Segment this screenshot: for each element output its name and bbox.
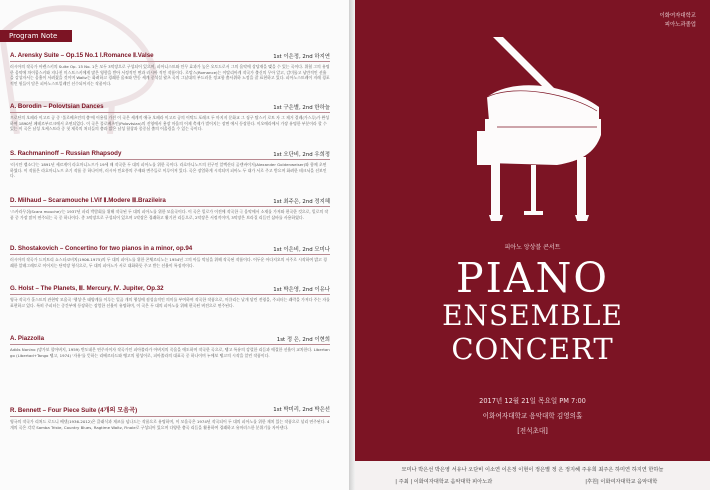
program-item — [10, 245, 330, 268]
piece-title: D. Shostakovich – Concertino for two pianos in a minor, op.94 — [10, 245, 193, 252]
program-item — [10, 52, 330, 87]
piece-title: S. Rachmaninoff – Russian Rhapsody — [10, 150, 122, 157]
piece-description: '스카라무쉬(Scara mouche)'는 1937년 파리 박람회를 위해 작곡된 두 대의 피아노를 위한 모음곡이다. 이 곡은 밀로가 이전에 작곡한 극 음악에서 소재를 가져와 편곡한 것으로, 밀로의 작품 중 가장 많이 연주되는 곡 중 하나이다. 총 3악장으로 구성되어 있으며 1악장은 경쾌하고 활기찬 리듬으로, 2악장은 서정적이며, 3악장은 브라질 리듬인 삼바를 사용하였다. — [10, 209, 329, 220]
sponsor-support: |후원| 이화여자대학교 음악대학 — [585, 479, 658, 485]
program-item — [10, 405, 330, 430]
piece-description: 러시아의 작곡가 드미트리 쇼스타코비치(1906-1975)의 두 대의 피아노를 위한 콘체르티노는 1954년 그의 아들 막심을 위해 작곡된 작품이다. 어두운 아다지오의 서주로 시작하여 밝고 경쾌한 알레그레토로 이어지는 단악장 형식으로, 두 대의 피아노가 서로 대화하듯 주고 받는 선율이 특징적이다. — [10, 257, 327, 268]
performers: 1st 이은비, 2nd 모미나 — [273, 247, 330, 253]
divider — [10, 206, 330, 207]
concert-subtitle: 피아노 앙상블 콘서트 — [504, 244, 561, 251]
piece-description: 프로딘의 오페라 이고르 공 중 '폴로베츠인의 춤'에 이용될 가진 이 곡은 세계적 애국 오페라 이고르 공의 이탁드 포레크 두 마지지 문화교 그 징구 탑스키 로트 자 그 제거 결레(가스루)가 완성하여 1890년 페테르부르크에서 초연되었다. 이 곡은 폴로베츠인(Polovtsian)의 진영에서 용장 마음의 어제 축제가 벌어지는 장면 에서 등장한다. 이오에라에서 가장 유명한 부분이라 할 수 있는 이 곡은 남성 오케스트라 중 첫 제목의 처녀들의 춤과 밝은 남성 합창과 종중심 춤의 어울림을 수 있는 곡이다. — [10, 115, 330, 132]
piece-description: Adiós Nonino (망가보 할아버지, 1959) 반도네온 연주자이자 작곡가인 피아졸라가 아버지의 죽음을 애도하며 작곡한 곡으로, 탱고 특유의 강렬한 리듬과 애절한 선율이 교차한다. Libertango (Libertad+Tango 탱고, 1974) '자유'를 뜻하는 리베르타드와 탱고의 합성어로, 피아졸라의 대표곡 중 하나이며 누에보 탱고의 시작을 알린 작품이다. — [10, 347, 330, 358]
divider — [10, 416, 330, 417]
piece-description: 영국 작곡가 홀스트의 관현악 모음곡 '행성'은 태양계를 이루는 일곱 개의 행성에 점성술적인 의미를 부여하여 작곡한 작품으로, 머큐리는 날개 달린 전령을, 주피터는 쾌락을 가져다 주는 자를 표현하고 있다. 특히 주피터는 중간부에 등장하는 장엄한 선율이 유명하며, 이 곡은 두 대의 피아노를 위해 편곡된 버전으로 연주된다. — [10, 297, 330, 308]
piece-description: '러시안 랩소디'는 1891년 세르게이 라흐마니노프가 19세 때 작곡한 두 대의 피아노를 위한 곡이다. 라흐마니노프의 친구인 알렉산더 골덴바이저(Alexander Goldenweiser)와 함께 초연하였다. 이 작품은 라흐마니노프 초기 작품 중 하나이며, 러시아 민요풍의 주제와 변주들로 이루어져 있다. 곡은 장엄하게 시작되며 피아노 두 대가 서로 주고 받으며 화려한 테크닉을 선보인다. — [10, 162, 327, 179]
university-name: 이화여자대학교 — [659, 13, 696, 19]
program-item — [10, 285, 330, 308]
divider — [10, 61, 330, 62]
university-label — [660, 12, 696, 30]
program-note-tag: Program Note — [0, 30, 72, 42]
divider — [10, 112, 330, 113]
piece-title: A. Borodin – Polovtsian Dances — [10, 103, 104, 110]
piece-description: 영국의 작곡가 리처드 로드니 베넷(1936-2012)은 클래식과 재즈를 넘나드는 작품으로 유명하며, 이 모음곡은 1974년 작곡되어 두 대의 피아노를 위한 재치 있는 작품으로 널리 연주된다. 4개의 곡은 각각 Samba Triste, Country Blues, Ragtime Waltz, Finale로 구성되어 있으며 다양한 춤곡 리듬을 활용하여 경쾌하고 유머러스한 분위기를 자아낸다. — [10, 419, 330, 430]
divider — [10, 294, 330, 295]
department-name: 피아노과졸업 — [664, 22, 696, 28]
divider — [10, 254, 330, 255]
program-item — [10, 103, 330, 132]
concert-date: 2017년 12월 21일 목요일 PM 7:00 — [479, 397, 586, 405]
grand-piano-icon — [477, 35, 607, 235]
divider — [10, 344, 330, 345]
performers: 1st 박미리, 2nd 박은선 — [273, 407, 330, 413]
performer-list: 모미나 박은선 박은영 서유나 오단비 이소연 이은정 이현이 정은별 정 은 정지혜 주유희 최주은 하미연 하지연 한하늘 — [401, 467, 664, 473]
performers: 1st 구은별, 2nd 한하늘 — [273, 105, 330, 111]
performers: 1st 최주은, 2nd 정지혜 — [273, 199, 330, 205]
title-line-piano: PIANO — [456, 254, 609, 302]
piece-description: 러시아의 작곡가 아렌스키의 Suite Op. 15 No. 1은 모두 3악장으로 구성되어 있으며, 피아니스트와 안무 효과가 높은 오토드로서 그의 음악에 상당재을 맺을 수 있는 곡이다. 위협 그의 유명한 음악에 차이콥스키와 지나친 미스트스키에게 많은 영향을 받아 서정적인 면과 러시아 적인 작품이다. 로망스(Romance)는 이탈리아계 작곡가 출신의 무아 알고, 감미롭고 낭만적인 선율을 감상자서는 음흉이 서려졌을 것이며 Waltz는 화려하고 경쾌한 음조와 반동 세계 중석설 왈츠 곡의 그날대의 부드러운 정교함 춤사위하 느낌을 잘 표현하고 있다. 피아노스트레이 지레 경포적인 원들이 담은 피아노스트일레인 선수되어지는 작품이다. — [10, 64, 330, 87]
concert-venue: 이화여자대학교 음악대학 김영의홀 — [482, 412, 583, 420]
title-line-concert: CONCERT — [451, 332, 614, 366]
piece-title: A. Arensky Suite – Op.15 No.1 Ⅰ.Romance Ⅱ.Valse — [10, 52, 154, 59]
admission-note: [전석초대] — [517, 427, 548, 435]
program-note-page — [0, 0, 349, 490]
program-item — [10, 150, 330, 179]
cover-page — [355, 0, 710, 490]
piece-title: G. Holst – The Planets, Ⅲ. Mercury, Ⅳ. Jupiter, Op.32 — [10, 285, 164, 292]
title-line-ensemble: ENSEMBLE — [442, 299, 623, 332]
performers: 1st 정 은, 2nd 이현희 — [276, 337, 330, 343]
piece-title: D. Milhaud – Scaramouche Ⅰ.Vif Ⅱ.Modere Ⅲ.Brazileira — [10, 197, 166, 204]
performers: 1st 오단비, 2nd 우희정 — [273, 152, 330, 158]
program-item — [10, 197, 330, 220]
sponsor-host: | 주최 | 이화여자대학교 음악대학 피아노과 — [395, 479, 493, 485]
performer-bar — [355, 461, 710, 490]
divider — [10, 159, 330, 160]
performers: 1st 박은영, 2nd 이유나 — [273, 287, 330, 293]
piece-title: R. Bennett – Four Piece Suite (4개의 모음곡) — [10, 407, 138, 414]
piece-title: A. Piazzolla — [10, 335, 45, 342]
performers: 1st 이은정, 2nd 하지연 — [273, 54, 330, 60]
program-item — [10, 335, 330, 358]
